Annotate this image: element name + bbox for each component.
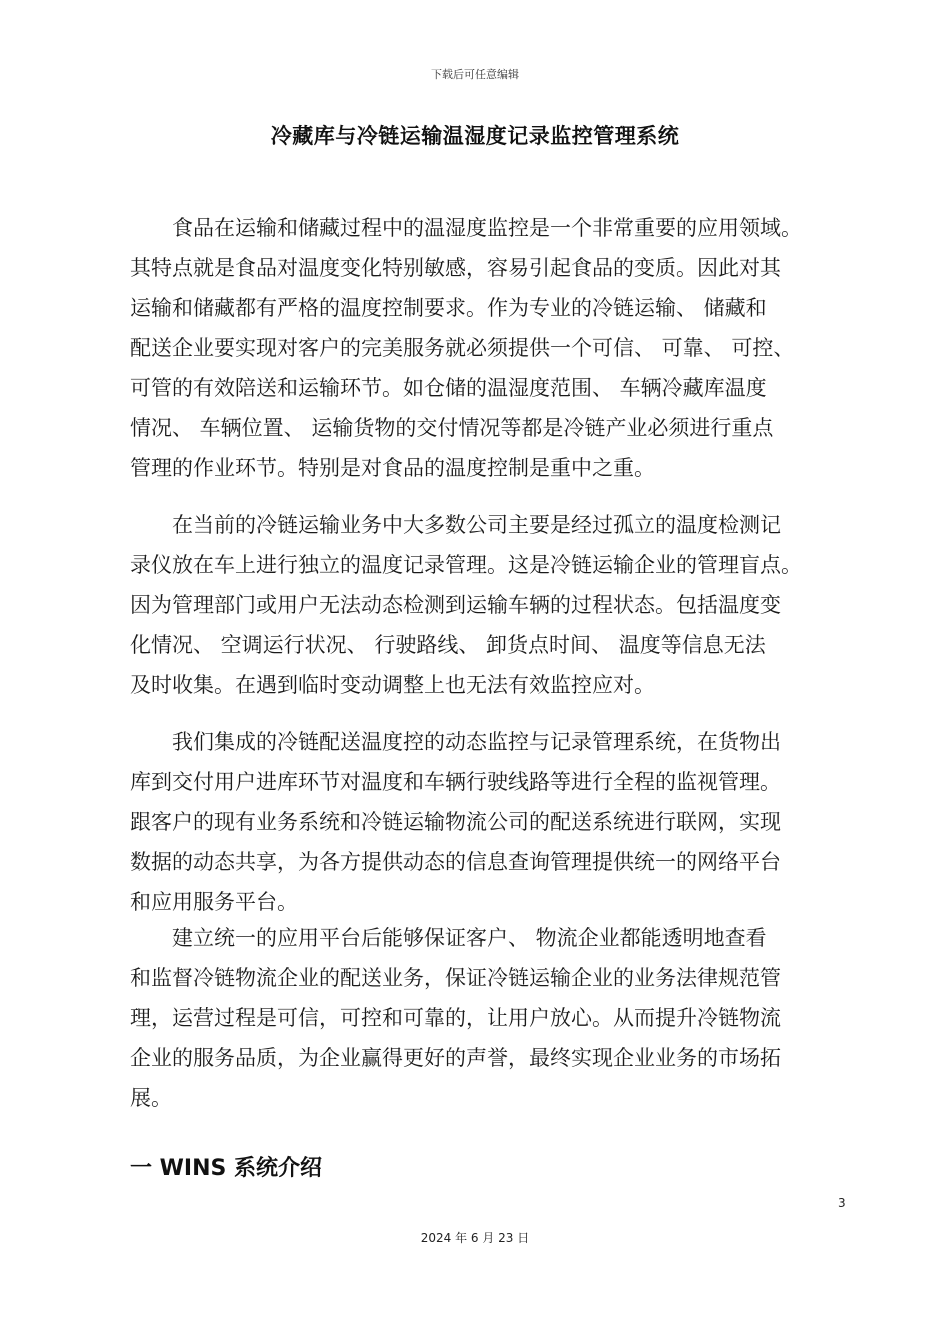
paragraph-2	[130, 505, 852, 705]
paragraph-line: 建立统一的应用平台后能够保证客户、 物流企业都能透明地查看	[130, 926, 767, 950]
paragraph-3	[130, 722, 852, 922]
section-heading: 一 WINS 系统介绍	[130, 1156, 323, 1181]
paragraph-line: 库到交付用户进库环节对温度和车辆行驶线路等进行全程的监视管理。	[130, 770, 781, 794]
paragraph-line: 情况、 车辆位置、 运输货物的交付情况等都是冷链产业必须进行重点	[130, 416, 774, 440]
paragraph-line: 跟客户的现有业务系统和冷链运输物流公司的配送系统进行联网，实现	[130, 810, 781, 834]
document-title: 冷藏库与冷链运输温湿度记录监控管理系统	[270, 124, 680, 148]
paragraph-4	[130, 918, 852, 1118]
page-number: 3	[838, 1196, 846, 1210]
paragraph-line: 企业的服务品质，为企业赢得更好的声誉，最终实现企业业务的市场拓	[130, 1046, 781, 1070]
paragraph-line: 在当前的冷链运输业务中大多数公司主要是经过孤立的温度检测记	[130, 513, 781, 537]
paragraph-line: 展。	[130, 1086, 172, 1110]
paragraph-line: 其特点就是食品对温度变化特别敏感，容易引起食品的变质。因此对其	[130, 256, 781, 280]
paragraph-line: 数据的动态共享，为各方提供动态的信息查询管理提供统一的网络平台	[130, 850, 781, 874]
paragraph-line: 可管的有效陪送和运输环节。如仓储的温湿度范围、 车辆冷藏库温度	[130, 376, 767, 400]
page-footer-date: 2024 年 6 月 23 日	[420, 1231, 530, 1245]
paragraph-line: 和应用服务平台。	[130, 890, 298, 914]
paragraph-line: 录仪放在车上进行独立的温度记录管理。这是冷链运输企业的管理盲点。	[130, 553, 802, 577]
paragraph-line: 食品在运输和储藏过程中的温湿度监控是一个非常重要的应用领域。	[130, 216, 802, 240]
paragraph-line: 和监督冷链物流企业的配送业务，保证冷链运输企业的业务法律规范管	[130, 966, 781, 990]
paragraph-line: 理，运营过程是可信，可控和可靠的，让用户放心。从而提升冷链物流	[130, 1006, 781, 1030]
paragraph-line: 化情况、 空调运行状况、 行驶路线、 卸货点时间、 温度等信息无法	[130, 633, 766, 657]
paragraph-line: 管理的作业环节。特别是对食品的温度控制是重中之重。	[130, 456, 655, 480]
paragraph-line: 配送企业要实现对客户的完美服务就必须提供一个可信、 可靠、 可控、	[130, 336, 795, 360]
paragraph-line: 及时收集。在遇到临时变动调整上也无法有效监控应对。	[130, 673, 655, 697]
paragraph-line: 因为管理部门或用户无法动态检测到运输车辆的过程状态。包括温度变	[130, 593, 781, 617]
page-header: 下载后可任意编辑	[431, 68, 519, 81]
paragraph-line: 运输和储藏都有严格的温度控制要求。作为专业的冷链运输、 储藏和	[130, 296, 767, 320]
paragraph-line: 我们集成的冷链配送温度控的动态监控与记录管理系统，在货物出	[130, 730, 781, 754]
paragraph-1	[130, 208, 852, 488]
